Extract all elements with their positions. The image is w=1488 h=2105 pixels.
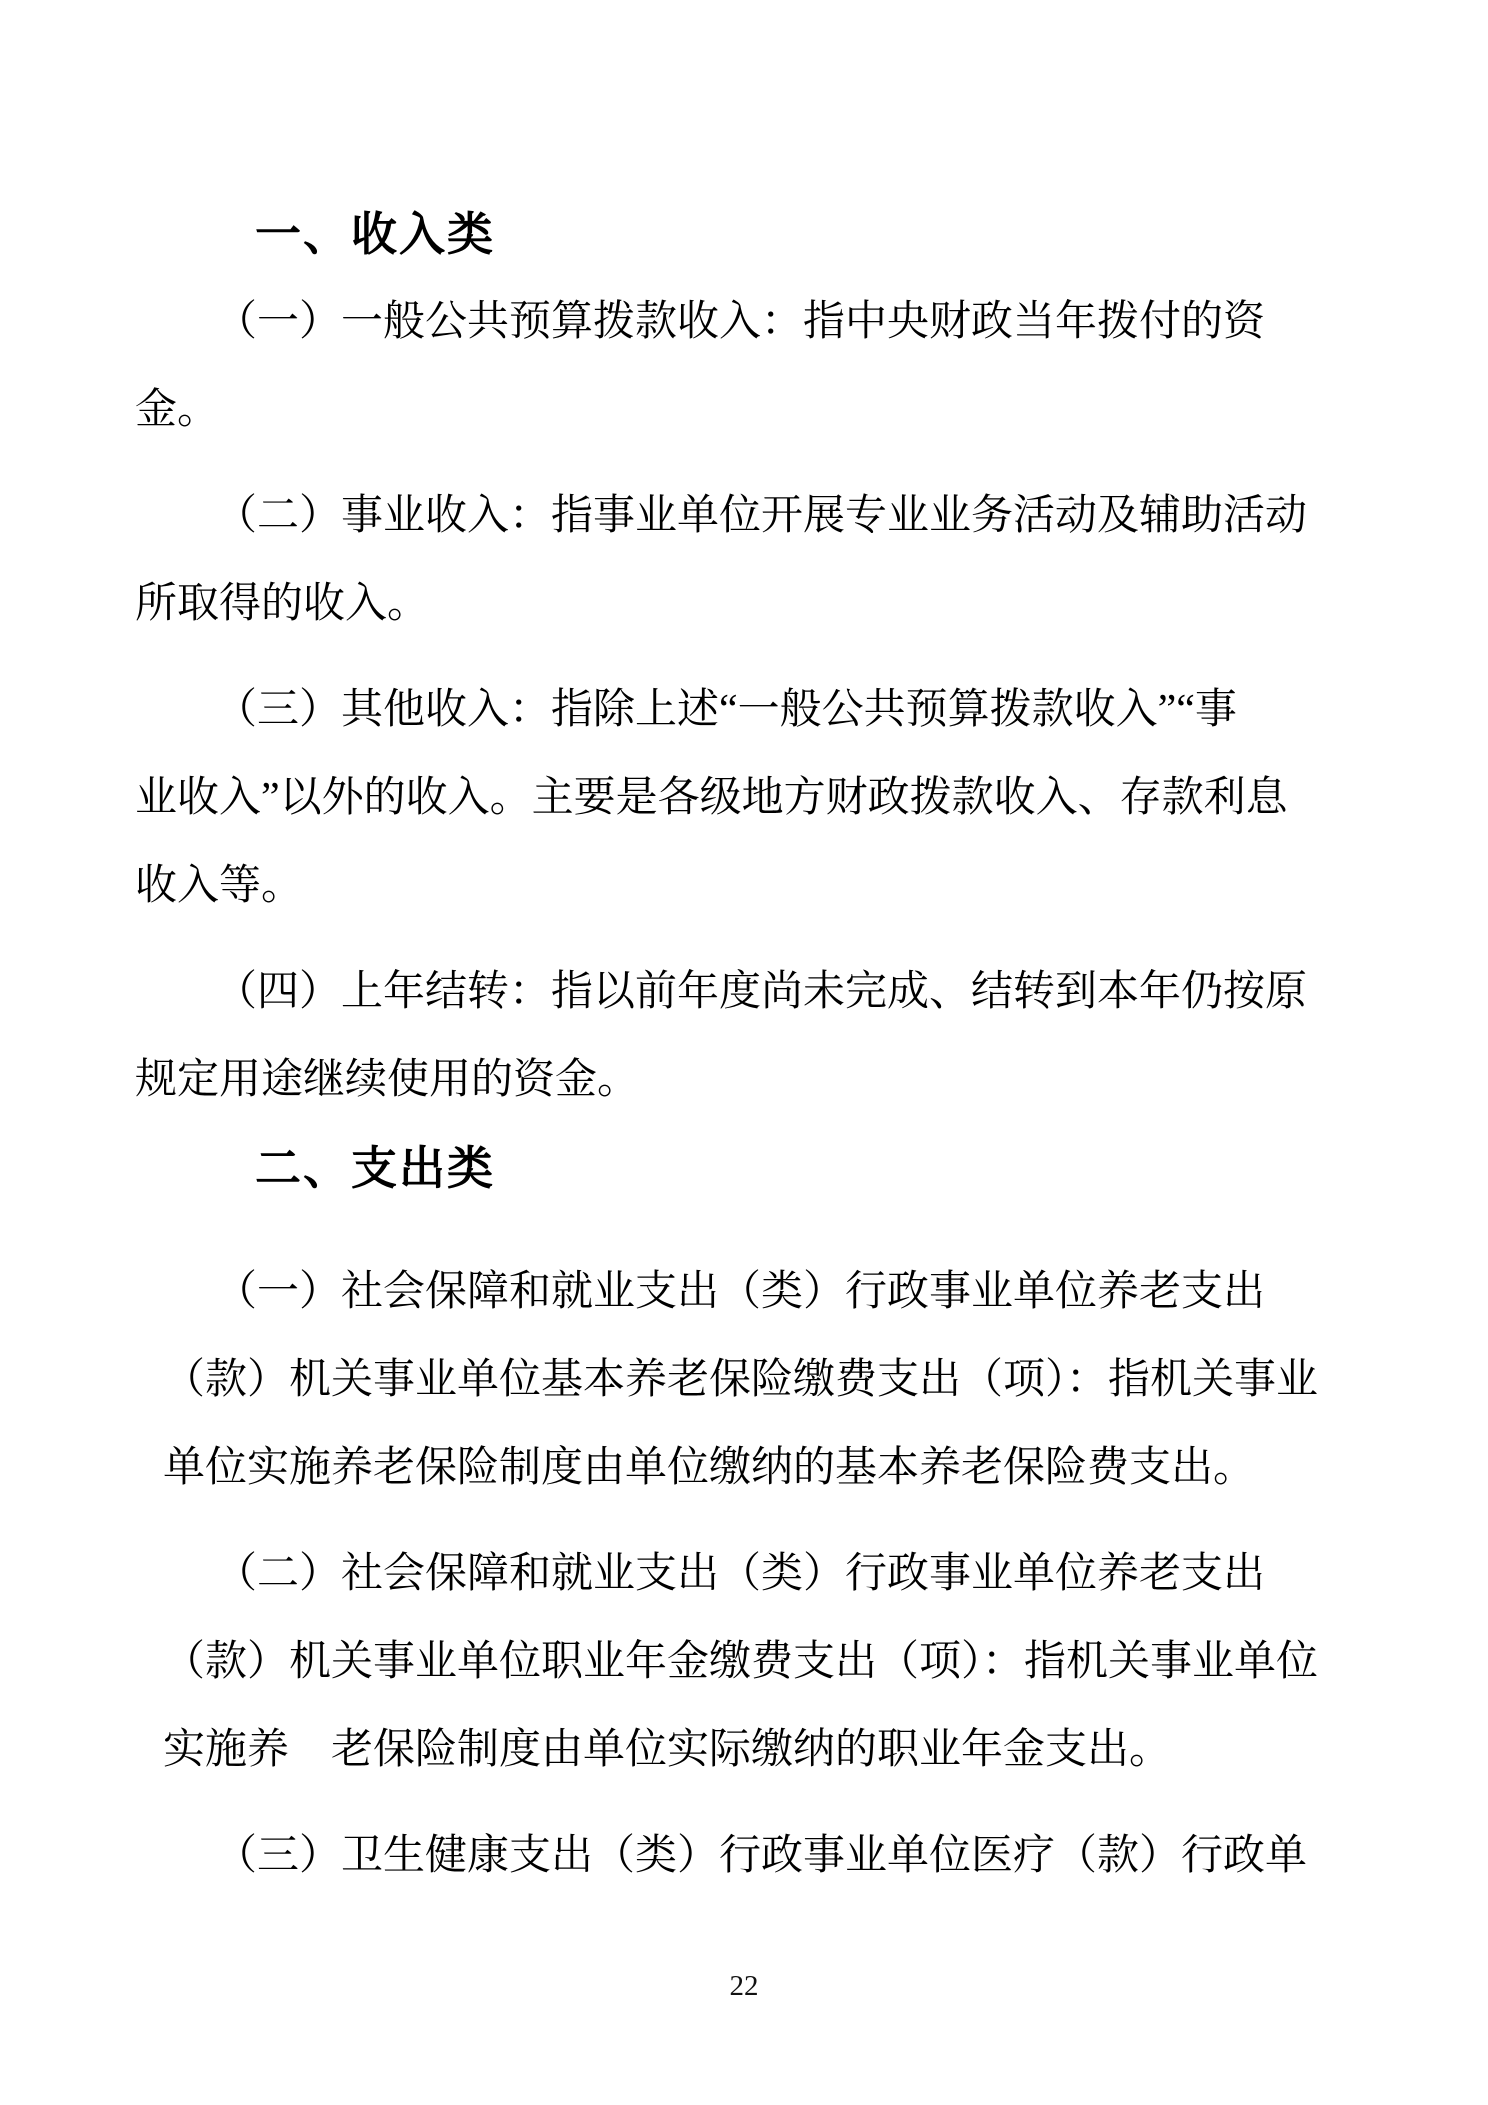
document-body bbox=[135, 190, 1425, 1900]
text-line: （二）社会保障和就业支出（类）行政事业单位养老支出 bbox=[215, 1551, 1266, 1597]
text-line: 实施养 老保险制度由单位实际缴纳的职业年金支出。 bbox=[163, 1727, 1172, 1773]
section-heading-expenditure: 二、支出类 bbox=[255, 1142, 495, 1194]
text-line: （一）社会保障和就业支出（类）行政事业单位养老支出 bbox=[215, 1269, 1266, 1315]
text-line: 规定用途继续使用的资金。 bbox=[135, 1057, 640, 1103]
paragraph-expenditure-1 bbox=[135, 1248, 1425, 1512]
text-line: 金。 bbox=[135, 387, 220, 433]
text-line: （款）机关事业单位职业年金缴费支出（项）：指机关事业单位 bbox=[163, 1639, 1319, 1685]
text-line: （三）卫生健康支出（类）行政事业单位医疗（款）行政单 bbox=[215, 1833, 1308, 1879]
paragraph-income-3 bbox=[135, 666, 1425, 930]
text-line: 所取得的收入。 bbox=[135, 581, 430, 627]
text-line: 业收入”以外的收入。主要是各级地方财政拨款收入、存款利息 bbox=[135, 775, 1288, 821]
paragraph-expenditure-2 bbox=[135, 1530, 1425, 1794]
text-line: 收入等。 bbox=[135, 863, 304, 909]
text-line: （三）其他收入：指除上述“一般公共预算拨款收入”“事 bbox=[215, 687, 1237, 733]
paragraph-income-4 bbox=[135, 948, 1425, 1124]
text-line: （二）事业收入：指事业单位开展专业业务活动及辅助活动 bbox=[215, 493, 1308, 539]
text-line: 单位实施养老保险制度由单位缴纳的基本养老保险费支出。 bbox=[163, 1445, 1256, 1491]
section-heading-income: 一、收入类 bbox=[255, 208, 495, 260]
paragraph-income-1 bbox=[135, 278, 1425, 454]
text-line: （款）机关事业单位基本养老保险缴费支出（项）：指机关事业 bbox=[163, 1357, 1319, 1403]
page-number: 22 bbox=[729, 1970, 759, 2002]
text-line: （一）一般公共预算拨款收入：指中央财政当年拨付的资 bbox=[215, 299, 1266, 345]
paragraph-income-2 bbox=[135, 472, 1425, 648]
paragraph-expenditure-3 bbox=[135, 1812, 1425, 1900]
text-line: （四）上年结转：指以前年度尚未完成、结转到本年仍按原 bbox=[215, 969, 1308, 1015]
